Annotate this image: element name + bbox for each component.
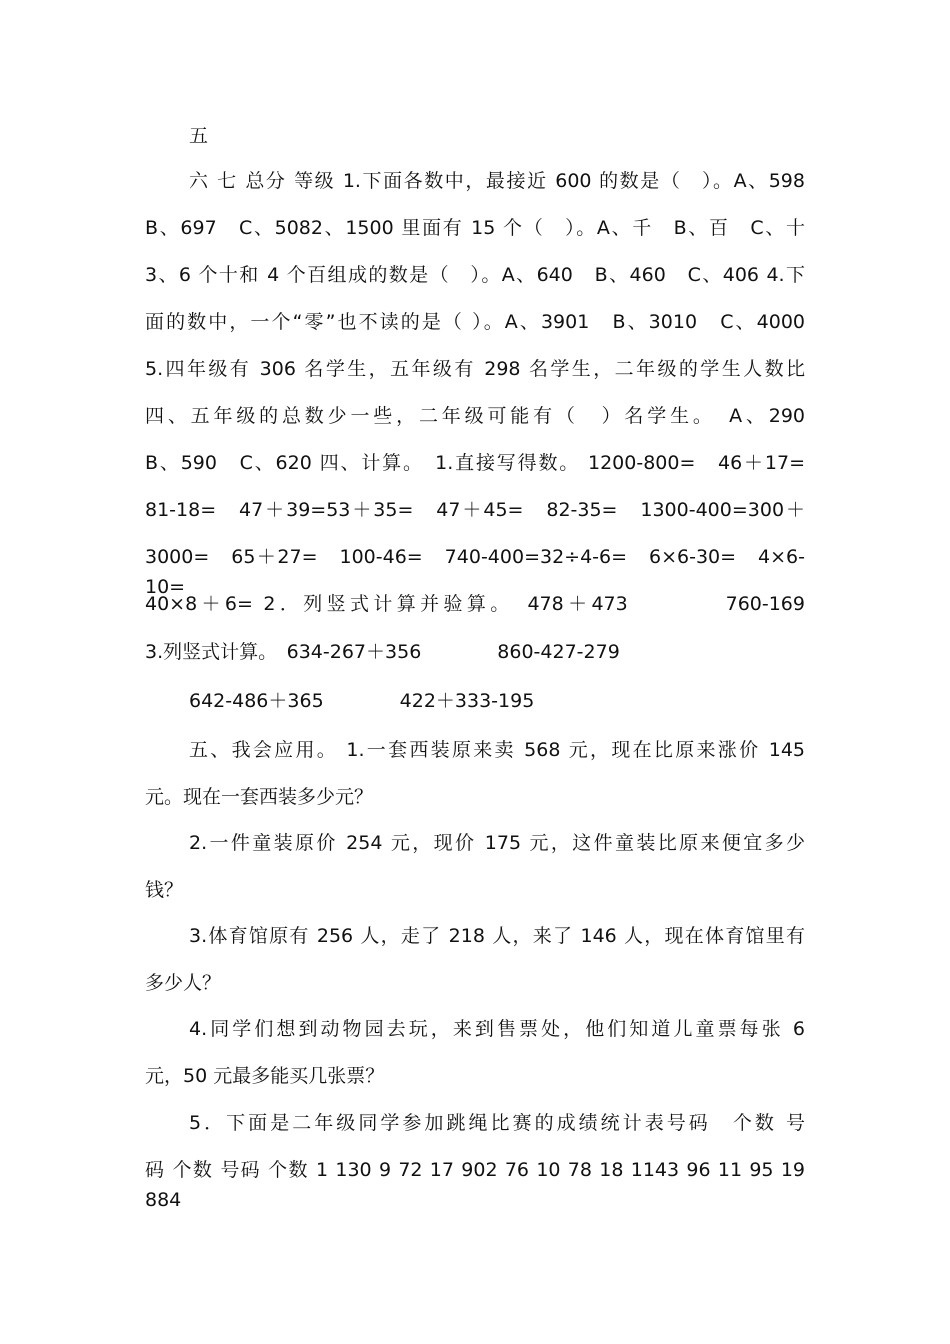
text-line: 面的数中，一个“零”也不读的是（ ）。A、3901 B、3010 C、4000: [145, 311, 805, 333]
text-line: 四、五年级的总数少一些，二年级可能有（ ）名学生。 A、290: [145, 405, 805, 427]
text-line: 多少人？: [145, 972, 222, 994]
text-line: 642-486＋365 422＋333-195: [189, 690, 535, 712]
text-line: 2.一件童装原价 254 元，现价 175 元，这件童装比原来便宜多少: [189, 832, 805, 854]
text-line: 元。现在一套西装多少元？: [145, 786, 374, 808]
text-line: 元，50 元最多能买几张票？: [145, 1065, 385, 1087]
text-line: B、590 C、620 四、计算。 1.直接写得数。 1200-800= 46＋17=: [145, 452, 805, 474]
text-line: 81-18= 47＋39=53＋35= 47＋45= 82-35= 1300-400=300＋: [145, 499, 805, 521]
text-line: 5．下面是二年级同学参加跳绳比赛的成绩统计表号码 个数 号: [189, 1112, 805, 1134]
text-line: 40×8＋6= 2．列竖式计算并验算。 478＋473 760-169: [145, 593, 805, 615]
text-line: 3.体育馆原有 256 人，走了 218 人，来了 146 人，现在体育馆里有: [189, 925, 805, 947]
text-line: 六 七 总分 等级 1.下面各数中，最接近 600 的数是（ ）。A、598: [189, 170, 805, 192]
text-line: 钱？: [145, 879, 184, 901]
text-line: 4.同学们想到动物园去玩，来到售票处，他们知道儿童票每张 6: [189, 1018, 805, 1040]
text-line: 5.四年级有 306 名学生，五年级有 298 名学生，二年级的学生人数比: [145, 358, 805, 380]
text-line: 五、我会应用。 1.一套西装原来卖 568 元，现在比原来涨价 145: [189, 739, 805, 761]
text-line: 码 个数 号码 个数 1 130 9 72 17 902 76 10 78 18 1143 96 11 95 19 884: [145, 1159, 805, 1211]
text-line: 3.列竖式计算。 634-267＋356 860-427-279: [145, 641, 620, 663]
text-line: 3、6 个十和 4 个百组成的数是（ ）。A、640 B、460 C、406 4.下: [145, 264, 805, 286]
text-line: B、697 C、5082、1500 里面有 15 个（ ）。A、千 B、百 C、十: [145, 217, 805, 239]
text-line: 五: [189, 125, 209, 147]
text-line: 3000= 65＋27= 100-46= 740-400=32÷4-6= 6×6-30= 4×6-10=: [145, 546, 805, 598]
